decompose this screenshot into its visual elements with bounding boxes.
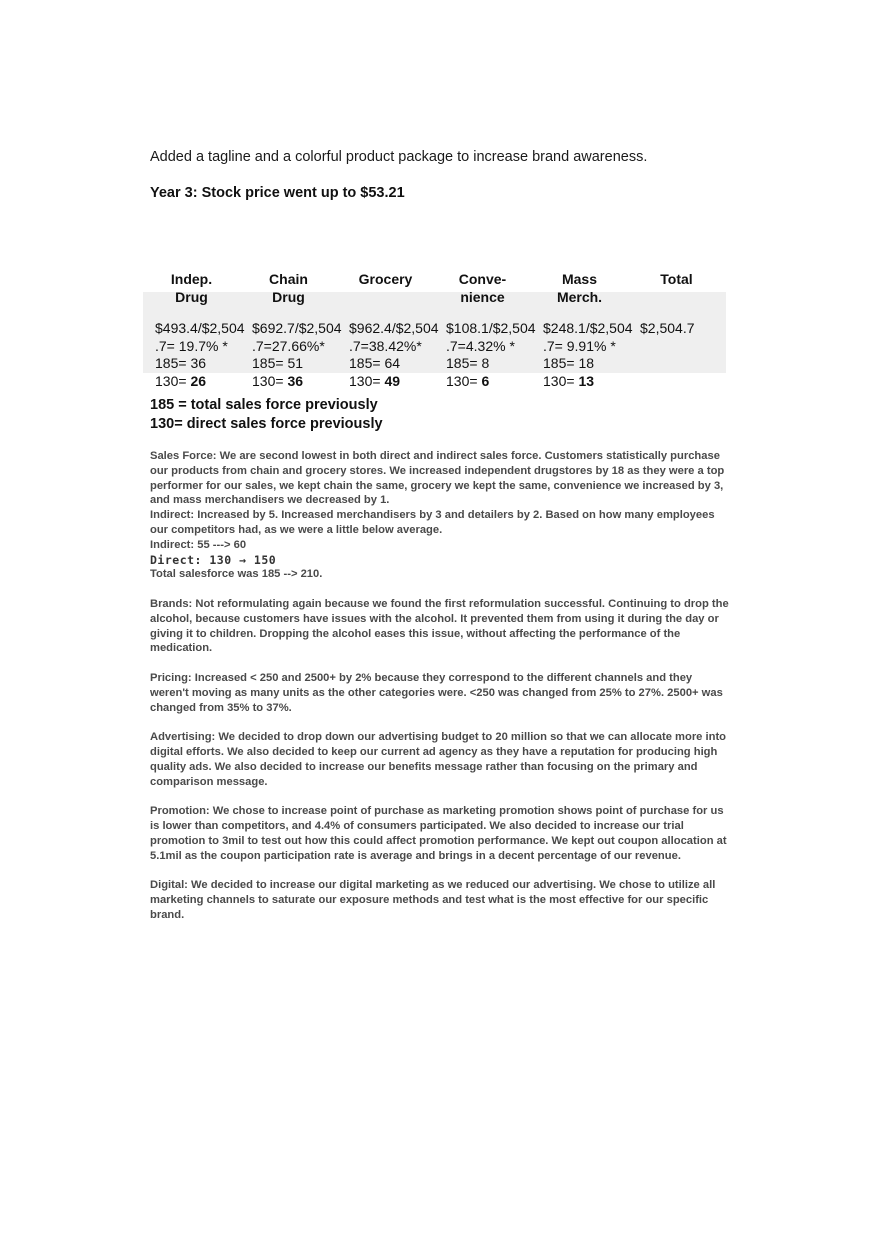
count-130: 130= 6 [446,372,490,389]
intro-text: Added a tagline and a colorful product package to increase brand awareness. [150,149,648,165]
count-185: 185= 36 [155,355,207,371]
column-chain-drug [240,271,342,390]
column-indep-drug [143,271,245,390]
column-values [628,320,725,338]
table-legend [150,396,383,434]
indirect-paragraph: Indirect: Increased by 5. Increased merchandisers by 3 and detailers by 2. Based on how many employees our competitors had, as we were a little below average. [150,509,715,536]
sales-force-paragraph: Sales Force: We are second lowest in both direct and indirect sales force. Customers statistically purchase our products from chain and grocery stores. We increased independent drugstores by 18 as they were a top performer for our sales, we kept chain the same, grocery we kept the same, convenience we increased by 3, and mass merchandisers we decreased by 1. [150,450,725,507]
column-header: Grocery [358,271,413,287]
advertising-paragraph: Advertising: We decided to drop down our advertising budget to 20 million so that we can allocate more into digital efforts. We also decided to keep our current ad agency as they have a reputation for producing high quality ads. We also decided to increase our benefits message rather than focusing on the primary and comparison message. [150,731,727,788]
indirect-change: Indirect: 55 ---> 60 [150,538,247,551]
sales-force-section [150,449,730,582]
count-130: 130= 36 [252,372,304,389]
column-header: Indep. Drug [170,271,213,305]
count-185: 185= 64 [349,355,401,371]
share-value: $108.1/$2,504 [446,320,536,336]
count-185: 185= 8 [446,355,490,371]
direct-change: Direct: 130 → 150 [150,552,277,567]
column-header: Total [660,271,693,287]
share-value: $248.1/$2,504 [543,320,633,336]
column-values [143,320,245,390]
count-185: 185= 18 [543,355,595,371]
year-heading: Year 3: Stock price went up to $53.21 [150,185,405,201]
promotion-paragraph: Promotion: We chose to increase point of purchase as marketing promotion shows point of purchase for us is lower than competitors, and 4.4% of consumers participated. We also decided to increase our trial promotion to 3mil to test out how this could affect promotion performance. We kept out coupon allocation at 5.1mil as the coupon participation rate is average and brings in a decent percentage of our revenue. [150,805,727,862]
count-130: 130= 49 [349,372,401,389]
digital-paragraph: Digital: We decided to increase our digital marketing as we reduced our advertising. We chose to utilize all marketing channels to saturate our exposure methods and test what is the most effective for our specific brand. [150,879,716,921]
column-mass-merch [531,271,633,390]
share-value: $692.7/$2,504 [252,320,342,336]
share-value: $493.4/$2,504 [155,320,245,336]
count-130: 130= 26 [155,372,207,389]
column-header: Mass Merch. [556,271,603,305]
column-total [628,271,725,338]
total-salesforce-change: Total salesforce was 185 --> 210. [150,568,323,581]
column-convenience [434,271,536,390]
column-header: Conve- nience [458,271,507,305]
share-value: $962.4/$2,504 [349,320,439,336]
legend-line: 130= direct sales force previously [150,416,383,432]
pricing-paragraph: Pricing: Increased < 250 and 2500+ by 2% because they correspond to the different channels and they weren't moving as many units as the other categories were. <250 was changed from 25% to 27%. 2500+ was changed from 35% to 37%. [150,671,723,714]
legend-line: 185 = total sales force previously [150,397,378,413]
share-percent: .7= 9.91% * [543,337,616,354]
share-percent: .7=27.66%* [252,337,325,354]
share-percent: .7=4.32% * [446,337,515,354]
brands-paragraph: Brands: Not reformulating again because we found the first reformulation successful. Continuing to drop the alcohol, because customers have issues with the alcohol. It prevented them from using it during the day or giving it to children. Dropping the alcohol eases this issue, without affecting the performance of the medication. [150,597,729,655]
count-130: 130= 13 [543,372,595,389]
column-values [240,320,342,390]
share-percent: .7= 19.7% * [155,337,228,354]
strategy-notes [150,449,730,937]
total-value: $2,504.7 [640,320,695,336]
count-185: 185= 51 [252,355,304,371]
share-percent: .7=38.42%* [349,337,422,354]
column-values [434,320,536,390]
column-grocery [337,271,439,390]
column-values [337,320,439,390]
column-values [531,320,633,390]
column-header: Chain Drug [269,271,308,305]
